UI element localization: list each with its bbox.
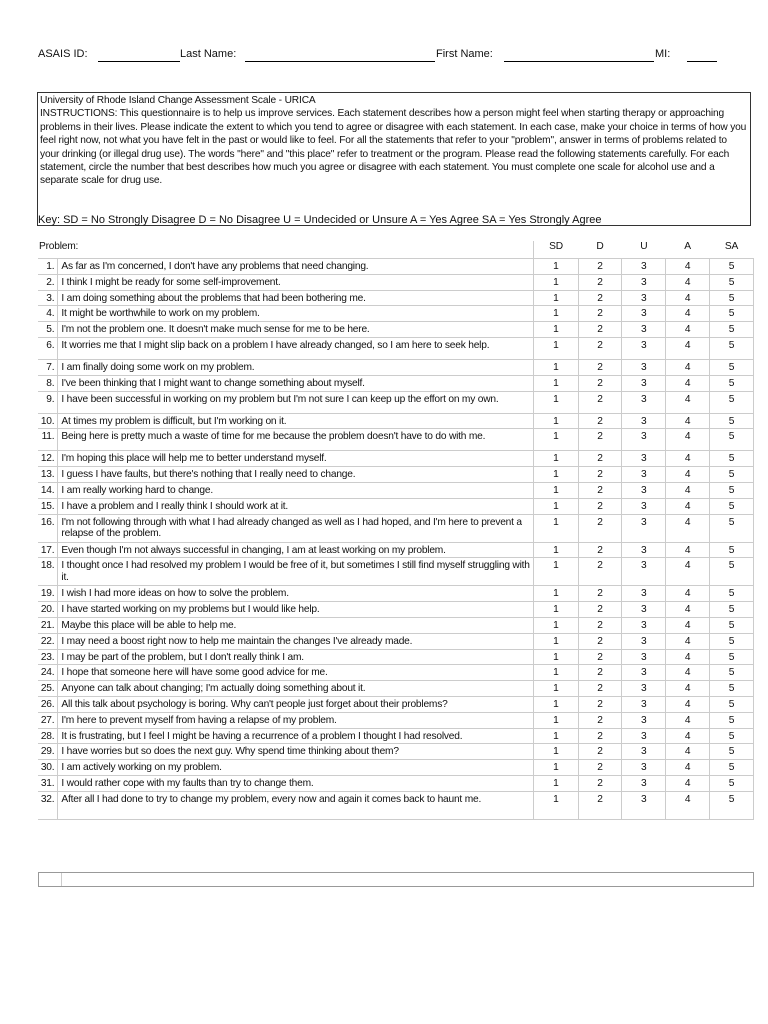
rating-sa[interactable]: 5 [709, 451, 753, 467]
item-statement: I am really working hard to change. [58, 482, 534, 498]
rating-u[interactable]: 3 [622, 696, 666, 712]
rating-d[interactable]: 2 [578, 558, 622, 586]
item-statement: I have worries but so does the next guy. Why spend time thinking about them? [58, 744, 534, 760]
rating-d[interactable]: 2 [578, 413, 622, 429]
rating-u[interactable]: 3 [622, 322, 666, 338]
rating-sa[interactable]: 5 [709, 482, 753, 498]
rating-a[interactable]: 4 [666, 413, 710, 429]
rating-d[interactable]: 2 [578, 306, 622, 322]
rating-sd[interactable]: 1 [534, 649, 579, 665]
table-row [38, 413, 754, 429]
item-statement: It is frustrating, but I feel I might be having a recurrence of a problem I thought I had resolved. [58, 728, 534, 744]
rating-sa[interactable]: 5 [709, 665, 753, 681]
table-row [38, 375, 754, 391]
item-number: 30. [38, 760, 58, 776]
rating-d[interactable]: 2 [578, 649, 622, 665]
item-number: 9. [38, 391, 58, 413]
rating-a[interactable]: 4 [666, 290, 710, 306]
item-statement: I am actively working on my problem. [58, 760, 534, 776]
rating-u[interactable]: 3 [622, 482, 666, 498]
table-row [38, 586, 754, 602]
rating-a[interactable]: 4 [666, 602, 710, 618]
rating-a[interactable]: 4 [666, 633, 710, 649]
rating-sd[interactable]: 1 [534, 482, 579, 498]
rating-d[interactable]: 2 [578, 542, 622, 558]
item-number: 3. [38, 290, 58, 306]
item-number: 6. [38, 337, 58, 359]
rating-a[interactable]: 4 [666, 391, 710, 413]
rating-u[interactable]: 3 [622, 760, 666, 776]
rating-sa[interactable]: 5 [709, 391, 753, 413]
item-statement: I may be part of the problem, but I don't really think I am. [58, 649, 534, 665]
item-statement: I wish I had more ideas on how to solve the problem. [58, 586, 534, 602]
rating-a[interactable]: 4 [666, 744, 710, 760]
rating-d[interactable]: 2 [578, 586, 622, 602]
rating-sd[interactable]: 1 [534, 791, 579, 819]
rating-sa[interactable]: 5 [709, 429, 753, 451]
rating-sd[interactable]: 1 [534, 290, 579, 306]
item-number: 18. [38, 558, 58, 586]
rating-d[interactable]: 2 [578, 617, 622, 633]
item-statement: I hope that someone here will have some good advice for me. [58, 665, 534, 681]
table-row [38, 728, 754, 744]
rating-sd[interactable]: 1 [534, 775, 579, 791]
rating-u[interactable]: 3 [622, 359, 666, 375]
item-statement: I'm not the problem one. It doesn't make much sense for me to be here. [58, 322, 534, 338]
rating-a[interactable]: 4 [666, 429, 710, 451]
rating-d[interactable]: 2 [578, 359, 622, 375]
item-number: 2. [38, 274, 58, 290]
rating-d[interactable]: 2 [578, 633, 622, 649]
table-row [38, 337, 754, 359]
rating-sd[interactable]: 1 [534, 451, 579, 467]
rating-d[interactable]: 2 [578, 712, 622, 728]
rating-a[interactable]: 4 [666, 760, 710, 776]
rating-d[interactable]: 2 [578, 451, 622, 467]
rating-sd[interactable]: 1 [534, 542, 579, 558]
rating-sa[interactable]: 5 [709, 375, 753, 391]
table-row [38, 633, 754, 649]
table-row [38, 322, 754, 338]
rating-sa[interactable]: 5 [709, 791, 753, 819]
item-number: 13. [38, 467, 58, 483]
rating-sa[interactable]: 5 [709, 681, 753, 697]
item-statement: I guess I have faults, but there's nothing that I really need to change. [58, 467, 534, 483]
rating-d[interactable]: 2 [578, 498, 622, 514]
rating-d[interactable]: 2 [578, 514, 622, 542]
rating-sa[interactable]: 5 [709, 696, 753, 712]
rating-sd[interactable]: 1 [534, 696, 579, 712]
rating-u[interactable]: 3 [622, 649, 666, 665]
rating-a[interactable]: 4 [666, 274, 710, 290]
item-statement: I thought once I had resolved my problem I would be free of it, but sometimes I still find myself struggling with it. [58, 558, 534, 586]
rating-u[interactable]: 3 [622, 413, 666, 429]
item-statement: I have been successful in working on my problem but I'm not sure I can keep up the effort on my own. [58, 391, 534, 413]
item-statement: I've been thinking that I might want to change something about myself. [58, 375, 534, 391]
rating-sa[interactable]: 5 [709, 649, 753, 665]
item-statement: All this talk about psychology is boring. Why can't people just forget about their problems? [58, 696, 534, 712]
table-row [38, 617, 754, 633]
header-sd: SD [534, 241, 579, 259]
header-sa: SA [709, 241, 753, 259]
table-row [38, 775, 754, 791]
item-statement: Even though I'm not always successful in changing, I am at least working on my problem. [58, 542, 534, 558]
rating-a[interactable]: 4 [666, 259, 710, 275]
rating-sd[interactable]: 1 [534, 728, 579, 744]
rating-d[interactable]: 2 [578, 665, 622, 681]
rating-sd[interactable]: 1 [534, 514, 579, 542]
rating-sd[interactable]: 1 [534, 359, 579, 375]
rating-u[interactable]: 3 [622, 744, 666, 760]
rating-u[interactable]: 3 [622, 602, 666, 618]
rating-u[interactable]: 3 [622, 391, 666, 413]
rating-sa[interactable]: 5 [709, 498, 753, 514]
rating-a[interactable]: 4 [666, 712, 710, 728]
rating-sd[interactable]: 1 [534, 274, 579, 290]
table-row [38, 665, 754, 681]
rating-d[interactable]: 2 [578, 375, 622, 391]
rating-sd[interactable]: 1 [534, 498, 579, 514]
table-footer-box [38, 872, 754, 887]
instructions-title: University of Rhode Island Change Assessment Scale - URICA [40, 95, 316, 106]
table-row [38, 391, 754, 413]
rating-a[interactable]: 4 [666, 467, 710, 483]
rating-u[interactable]: 3 [622, 290, 666, 306]
last-name-field[interactable] [245, 49, 435, 62]
item-number: 7. [38, 359, 58, 375]
rating-d[interactable]: 2 [578, 791, 622, 819]
problem-header: Problem: [38, 241, 534, 259]
item-statement: I think I might be ready for some self-improvement. [58, 274, 534, 290]
rating-sd[interactable]: 1 [534, 760, 579, 776]
table-row [38, 451, 754, 467]
item-number: 10. [38, 413, 58, 429]
rating-u[interactable]: 3 [622, 306, 666, 322]
item-statement: Maybe this place will be able to help me. [58, 617, 534, 633]
rating-sd[interactable]: 1 [534, 586, 579, 602]
rating-sa[interactable]: 5 [709, 617, 753, 633]
rating-a[interactable]: 4 [666, 791, 710, 819]
rating-u[interactable]: 3 [622, 558, 666, 586]
rating-sd[interactable]: 1 [534, 375, 579, 391]
asais-id-label: ASAIS ID: [38, 48, 88, 60]
rating-sa[interactable]: 5 [709, 633, 753, 649]
item-statement: I have started working on my problems but I would like help. [58, 602, 534, 618]
table-row [38, 760, 754, 776]
rating-a[interactable]: 4 [666, 359, 710, 375]
table-row [38, 542, 754, 558]
item-number: 15. [38, 498, 58, 514]
questionnaire-table [38, 241, 754, 820]
table-row [38, 482, 754, 498]
rating-d[interactable]: 2 [578, 391, 622, 413]
item-number: 21. [38, 617, 58, 633]
last-name-label: Last Name: [180, 48, 237, 60]
rating-sd[interactable]: 1 [534, 391, 579, 413]
rating-a[interactable]: 4 [666, 322, 710, 338]
rating-sa[interactable]: 5 [709, 558, 753, 586]
instructions-body: INSTRUCTIONS: This questionnaire is to help us improve services. Each statement describes how a person might feel when starting therapy or approaching problems in their lives. Please indicate the extent to which you tend to agree or disagree with each statement. In each case, make your choice in terms of how you feel right now, not what you have felt in the past or would like to feel. For all the statements that refer to your "problem", answer in terms of problems related to your drinking (or illegal drug use). The words "here" and "this place" refer to treatment or the program. Please read the following statements carefully. For each statement, circle the number that best describes how much you agree or disagree with each statement. You must complete one scale for alcohol use and a separate scale for drug use. [40, 108, 747, 187]
item-number: 32. [38, 791, 58, 819]
item-number: 4. [38, 306, 58, 322]
rating-u[interactable]: 3 [622, 665, 666, 681]
item-number: 27. [38, 712, 58, 728]
table-row [38, 359, 754, 375]
item-number: 11. [38, 429, 58, 451]
instructions-box [37, 92, 751, 226]
rating-a[interactable]: 4 [666, 306, 710, 322]
table-row [38, 467, 754, 483]
table-row [38, 602, 754, 618]
item-number: 16. [38, 514, 58, 542]
header-u: U [622, 241, 666, 259]
rating-sd[interactable]: 1 [534, 259, 579, 275]
table-row [38, 791, 754, 819]
table-row [38, 712, 754, 728]
rating-sd[interactable]: 1 [534, 429, 579, 451]
rating-sa[interactable]: 5 [709, 259, 753, 275]
rating-d[interactable]: 2 [578, 728, 622, 744]
item-number: 28. [38, 728, 58, 744]
item-statement: After all I had done to try to change my problem, every now and again it comes back to haunt me. [58, 791, 534, 819]
rating-sd[interactable]: 1 [534, 337, 579, 359]
rating-u[interactable]: 3 [622, 712, 666, 728]
rating-a[interactable]: 4 [666, 482, 710, 498]
rating-sa[interactable]: 5 [709, 306, 753, 322]
rating-d[interactable]: 2 [578, 602, 622, 618]
rating-sa[interactable]: 5 [709, 337, 753, 359]
table-row [38, 681, 754, 697]
item-number: 23. [38, 649, 58, 665]
header-d: D [578, 241, 622, 259]
table-row [38, 498, 754, 514]
asais-id-field[interactable] [98, 49, 180, 62]
table-body [38, 259, 754, 820]
rating-u[interactable]: 3 [622, 728, 666, 744]
rating-u[interactable]: 3 [622, 259, 666, 275]
rating-sa[interactable]: 5 [709, 602, 753, 618]
header-a: A [666, 241, 710, 259]
rating-a[interactable]: 4 [666, 665, 710, 681]
item-statement: I'm here to prevent myself from having a relapse of my problem. [58, 712, 534, 728]
rating-u[interactable]: 3 [622, 498, 666, 514]
rating-sd[interactable]: 1 [534, 712, 579, 728]
rating-d[interactable]: 2 [578, 337, 622, 359]
rating-a[interactable]: 4 [666, 617, 710, 633]
table-row [38, 696, 754, 712]
rating-a[interactable]: 4 [666, 498, 710, 514]
scale-key: Key: SD = No Strongly Disagree D = No Disagree U = Undecided or Unsure A = Yes Agree SA = Yes Strongly Agree [38, 214, 602, 226]
item-number: 8. [38, 375, 58, 391]
item-number: 19. [38, 586, 58, 602]
item-statement: As far as I'm concerned, I don't have any problems that need changing. [58, 259, 534, 275]
item-statement: It worries me that I might slip back on a problem I have already changed, so I am here to seek help. [58, 337, 534, 359]
rating-d[interactable]: 2 [578, 429, 622, 451]
rating-a[interactable]: 4 [666, 542, 710, 558]
rating-u[interactable]: 3 [622, 586, 666, 602]
rating-sd[interactable]: 1 [534, 602, 579, 618]
rating-a[interactable]: 4 [666, 451, 710, 467]
rating-sa[interactable]: 5 [709, 775, 753, 791]
rating-sa[interactable]: 5 [709, 413, 753, 429]
rating-sa[interactable]: 5 [709, 542, 753, 558]
rating-u[interactable]: 3 [622, 681, 666, 697]
rating-u[interactable]: 3 [622, 775, 666, 791]
table-row [38, 290, 754, 306]
item-number: 5. [38, 322, 58, 338]
item-number: 1. [38, 259, 58, 275]
rating-d[interactable]: 2 [578, 681, 622, 697]
rating-d[interactable]: 2 [578, 775, 622, 791]
rating-sd[interactable]: 1 [534, 681, 579, 697]
item-statement: I may need a boost right now to help me maintain the changes I've already made. [58, 633, 534, 649]
rating-u[interactable]: 3 [622, 542, 666, 558]
rating-sa[interactable]: 5 [709, 274, 753, 290]
rating-u[interactable]: 3 [622, 429, 666, 451]
rating-a[interactable]: 4 [666, 558, 710, 586]
item-statement: I'm not following through with what I had already changed as well as I had hoped, and I'm here to prevent a relapse of the problem. [58, 514, 534, 542]
table-row [38, 649, 754, 665]
rating-sa[interactable]: 5 [709, 514, 753, 542]
rating-sd[interactable]: 1 [534, 744, 579, 760]
mi-label: MI: [655, 48, 671, 60]
rating-sa[interactable]: 5 [709, 760, 753, 776]
table-row [38, 429, 754, 451]
rating-u[interactable]: 3 [622, 791, 666, 819]
item-statement: I am finally doing some work on my problem. [58, 359, 534, 375]
item-statement: At times my problem is difficult, but I'm working on it. [58, 413, 534, 429]
rating-a[interactable]: 4 [666, 375, 710, 391]
rating-a[interactable]: 4 [666, 586, 710, 602]
rating-sd[interactable]: 1 [534, 558, 579, 586]
rating-u[interactable]: 3 [622, 633, 666, 649]
table-row [38, 514, 754, 542]
item-number: 24. [38, 665, 58, 681]
rating-sa[interactable]: 5 [709, 290, 753, 306]
rating-sa[interactable]: 5 [709, 586, 753, 602]
table-row [38, 744, 754, 760]
rating-sd[interactable]: 1 [534, 322, 579, 338]
rating-d[interactable]: 2 [578, 467, 622, 483]
table-row [38, 306, 754, 322]
item-number: 26. [38, 696, 58, 712]
rating-a[interactable]: 4 [666, 728, 710, 744]
rating-sd[interactable]: 1 [534, 665, 579, 681]
rating-d[interactable]: 2 [578, 322, 622, 338]
rating-sd[interactable]: 1 [534, 306, 579, 322]
rating-d[interactable]: 2 [578, 274, 622, 290]
rating-u[interactable]: 3 [622, 274, 666, 290]
item-number: 12. [38, 451, 58, 467]
item-statement: It might be worthwhile to work on my problem. [58, 306, 534, 322]
rating-d[interactable]: 2 [578, 744, 622, 760]
item-statement: I'm hoping this place will help me to better understand myself. [58, 451, 534, 467]
rating-sd[interactable]: 1 [534, 413, 579, 429]
item-number: 20. [38, 602, 58, 618]
item-number: 29. [38, 744, 58, 760]
rating-sa[interactable]: 5 [709, 712, 753, 728]
table-row [38, 558, 754, 586]
rating-a[interactable]: 4 [666, 681, 710, 697]
rating-u[interactable]: 3 [622, 451, 666, 467]
table-row [38, 259, 754, 275]
rating-u[interactable]: 3 [622, 337, 666, 359]
first-name-label: First Name: [436, 48, 493, 60]
rating-d[interactable]: 2 [578, 290, 622, 306]
item-statement: Anyone can talk about changing; I'm actually doing something about it. [58, 681, 534, 697]
rating-a[interactable]: 4 [666, 696, 710, 712]
rating-sd[interactable]: 1 [534, 633, 579, 649]
rating-d[interactable]: 2 [578, 482, 622, 498]
rating-u[interactable]: 3 [622, 467, 666, 483]
item-number: 31. [38, 775, 58, 791]
item-number: 25. [38, 681, 58, 697]
rating-sd[interactable]: 1 [534, 617, 579, 633]
rating-a[interactable]: 4 [666, 337, 710, 359]
rating-sa[interactable]: 5 [709, 744, 753, 760]
rating-u[interactable]: 3 [622, 514, 666, 542]
item-statement: I would rather cope with my faults than try to change them. [58, 775, 534, 791]
rating-u[interactable]: 3 [622, 617, 666, 633]
item-number: 22. [38, 633, 58, 649]
rating-u[interactable]: 3 [622, 375, 666, 391]
mi-field[interactable] [687, 49, 717, 62]
item-number: 17. [38, 542, 58, 558]
item-number: 14. [38, 482, 58, 498]
rating-sa[interactable]: 5 [709, 359, 753, 375]
rating-sa[interactable]: 5 [709, 467, 753, 483]
rating-d[interactable]: 2 [578, 760, 622, 776]
rating-sa[interactable]: 5 [709, 322, 753, 338]
rating-sd[interactable]: 1 [534, 467, 579, 483]
rating-d[interactable]: 2 [578, 259, 622, 275]
rating-a[interactable]: 4 [666, 775, 710, 791]
rating-a[interactable]: 4 [666, 514, 710, 542]
item-statement: Being here is pretty much a waste of time for me because the problem doesn't have to do with me. [58, 429, 534, 451]
rating-d[interactable]: 2 [578, 696, 622, 712]
table-header-row [38, 241, 754, 259]
table-row [38, 274, 754, 290]
rating-sa[interactable]: 5 [709, 728, 753, 744]
item-statement: I am doing something about the problems that had been bothering me. [58, 290, 534, 306]
rating-a[interactable]: 4 [666, 649, 710, 665]
first-name-field[interactable] [504, 49, 654, 62]
item-statement: I have a problem and I really think I should work at it. [58, 498, 534, 514]
